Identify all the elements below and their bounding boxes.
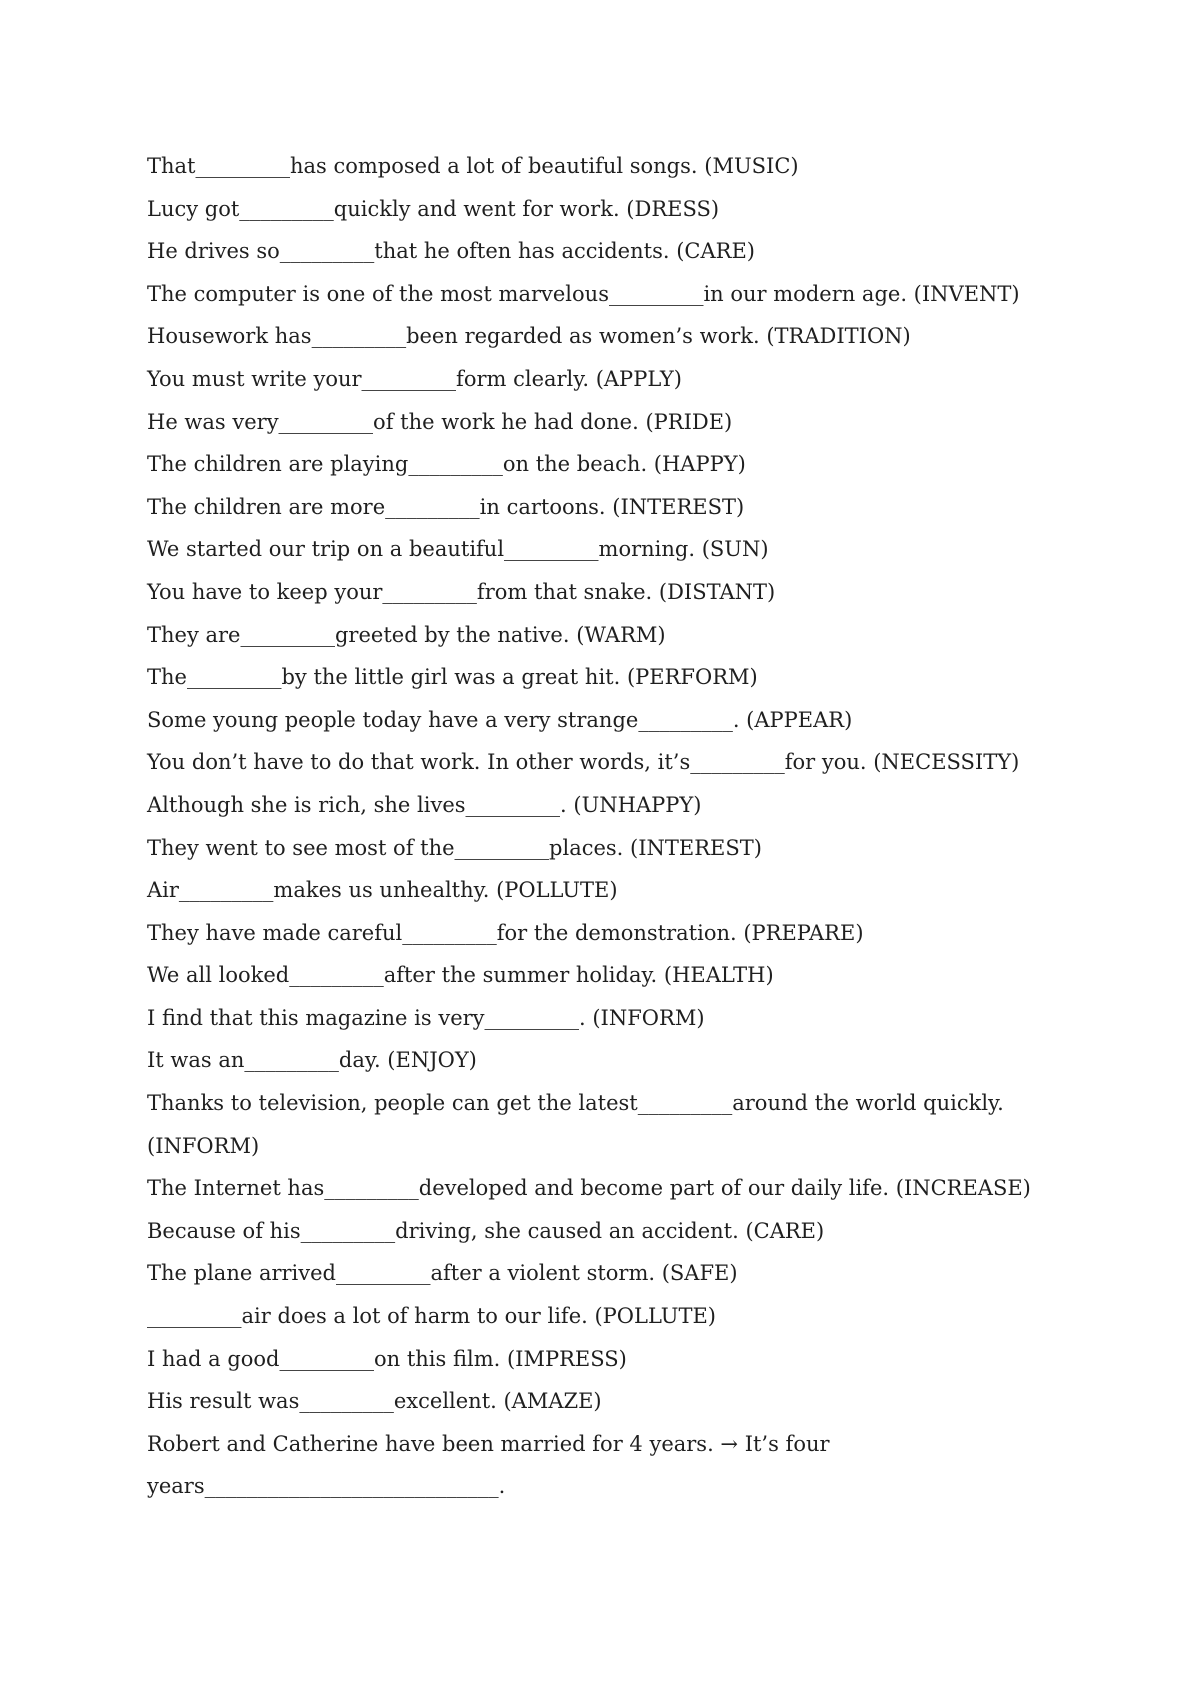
exercise-line: That_________has composed a lot of beautiful songs. (MUSIC): [147, 154, 799, 178]
exercise-line: The plane arrived_________after a violent storm. (SAFE): [147, 1261, 738, 1286]
exercise-line: The children are more_________in cartoons. (INTEREST): [147, 494, 745, 519]
exercise-line: Lucy got_________quickly and went for work. (DRESS): [147, 196, 720, 221]
exercise-line: Housework has_________been regarded as women’s work. (TRADITION): [147, 324, 911, 349]
exercise-line: The computer is one of the most marvelous_________in our modern age. (INVENT): [147, 281, 1020, 306]
exercise-line: They are_________greeted by the native. (WARM): [147, 622, 666, 647]
exercise-line: You must write your_________form clearly. (APPLY): [147, 366, 682, 391]
exercise-line: I find that this magazine is very_________. (INFORM): [147, 1005, 705, 1030]
exercise-line: The Internet has_________developed and become part of our daily life. (INCREASE): [147, 1176, 1031, 1201]
exercise-line: We all looked_________after the summer holiday. (HEALTH): [147, 963, 774, 988]
exercise-line: It was an_________day. (ENJOY): [147, 1048, 477, 1073]
exercise-line: You don’t have to do that work. In other words, it’s_________for you. (NECESSITY): [147, 750, 1020, 775]
exercise-line: We started our trip on a beautiful_________morning. (SUN): [147, 537, 769, 562]
exercise-line: He was very_________of the work he had done. (PRIDE): [147, 409, 733, 434]
exercise-line: I had a good_________on this film. (IMPRESS): [147, 1346, 627, 1371]
exercise-line: The children are playing_________on the beach. (HAPPY): [147, 452, 746, 477]
exercise-line: Thanks to television, people can get the latest_________around the world quickly.: [147, 1091, 1004, 1116]
exercise-line: Air_________makes us unhealthy. (POLLUTE): [147, 878, 618, 903]
exercise-line: They went to see most of the_________places. (INTEREST): [147, 835, 762, 860]
exercise-line: They have made careful_________for the demonstration. (PREPARE): [147, 920, 864, 945]
exercise-line: The_________by the little girl was a great hit. (PERFORM): [147, 665, 758, 690]
exercise-line: _________air does a lot of harm to our life. (POLLUTE): [147, 1304, 716, 1329]
exercise-line: Although she is rich, she lives_________. (UNHAPPY): [147, 792, 702, 817]
exercise-line: Robert and Catherine have been married for 4 years. → It’s four: [147, 1431, 830, 1456]
exercise-line: You have to keep your_________from that snake. (DISTANT): [147, 579, 776, 604]
exercise-line: Because of his_________driving, she caused an accident. (CARE): [147, 1218, 825, 1243]
exercise-line: He drives so_________that he often has accidents. (CARE): [147, 239, 755, 264]
exercise-list: [147, 145, 1077, 1508]
exercise-line: years____________________________.: [147, 1474, 506, 1499]
exercise-line: His result was_________excellent. (AMAZE): [147, 1389, 602, 1414]
exercise-line: Some young people today have a very strange_________. (APPEAR): [147, 707, 853, 732]
exercise-line: (INFORM): [147, 1133, 260, 1158]
